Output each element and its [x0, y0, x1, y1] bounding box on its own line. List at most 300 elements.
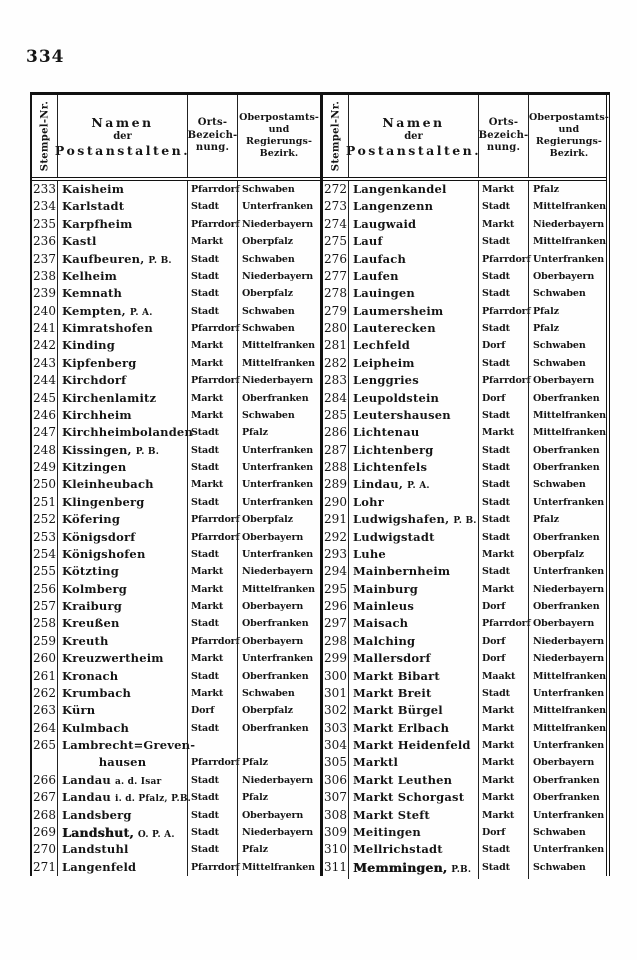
orts-bezeichnung: Stadt: [188, 251, 238, 270]
postanstalt-name-cell: [58, 407, 188, 424]
table-row: [32, 355, 320, 372]
postanstalt-name: Kemnath: [62, 286, 123, 301]
stempel-nr: 258: [32, 615, 58, 632]
orts-bezeichnung: Markt: [479, 772, 529, 789]
regierungs-bezirk: Oberfranken: [242, 392, 309, 404]
orts-bezeichnung: Stadt: [188, 494, 238, 511]
table-row: [323, 754, 606, 771]
regierungs-bezirk: Schwaben: [242, 409, 295, 421]
postanstalt-name: Markt Bürgel: [353, 703, 443, 718]
stempel-nr: 307: [323, 789, 349, 806]
stempel-nr: 285: [323, 407, 349, 424]
table-row: [323, 303, 606, 320]
regierungs-bezirk: Schwaben: [533, 357, 586, 369]
regierungs-bezirk: Pfalz: [242, 757, 268, 769]
name-suffix: P. B.: [148, 255, 172, 266]
postanstalt-name-line2: hausen: [98, 755, 147, 770]
postanstalt-name: Kötzting: [62, 564, 119, 579]
postanstalt-name: Leupoldstein: [353, 390, 440, 405]
regierungs-bezirk: Oberbayern: [242, 635, 304, 647]
orts-bezeichnung: Stadt: [188, 424, 238, 441]
postanstalt-name: Lindau,: [353, 477, 404, 492]
regierungs-bezirk: Unterfranken: [242, 653, 314, 665]
postanstalt-name-cell: [58, 355, 188, 372]
postanstalt-name-cell: [349, 824, 479, 841]
table-row: [323, 442, 606, 459]
orts-bezeichnung: Stadt: [188, 824, 238, 844]
orts-bezeichnung: Stadt: [188, 442, 238, 461]
orts-bezeichnung: Dorf: [479, 390, 529, 407]
postanstalt-name-cell: [349, 702, 479, 719]
postanstalt-name-cell: [58, 494, 188, 511]
name-suffix: a. d. Isar: [114, 776, 162, 787]
postanstalt-name: Lambrecht=Greven-: [62, 738, 196, 752]
regierungs-bezirk: Oberpfalz: [242, 236, 293, 248]
regierungs-bezirk: Niederbayern: [242, 375, 314, 387]
orts-bezeichnung: Stadt: [479, 476, 529, 495]
table-row: [32, 563, 320, 580]
header-bezirk-line1: Oberpostamts-: [239, 112, 319, 123]
stempel-nr: 247: [32, 424, 58, 441]
orts-bezeichnung: Stadt: [188, 841, 238, 858]
header-orts-line3: nung.: [486, 142, 521, 154]
header-orts-line1: Orts-: [488, 117, 519, 129]
header-bezirk-line4: Bezirk.: [549, 148, 589, 159]
stempel-nr: 240: [32, 303, 58, 322]
stempel-nr: 267: [32, 789, 58, 808]
orts-bezeichnung: Stadt: [188, 807, 238, 824]
postanstalt-name-cell: [58, 511, 188, 528]
table-row: [32, 824, 320, 841]
regierungs-bezirk: Oberpfalz: [242, 705, 293, 717]
stempel-nr: 252: [32, 511, 58, 528]
regierungs-bezirk: Schwaben: [242, 184, 295, 195]
postanstalt-name-cell: [349, 459, 479, 476]
orts-bezeichnung: Pfarrdorf: [188, 511, 238, 528]
stempel-nr: 278: [323, 285, 349, 302]
regierungs-bezirk: Mittelfranken: [533, 409, 606, 421]
regierungs-bezirk: Mittelfranken: [533, 670, 606, 682]
postanstalt-name-cell: [58, 337, 188, 354]
table-row: [323, 476, 606, 493]
regierungs-bezirk: Schwaben: [533, 479, 586, 491]
postanstalt-name: Lichtenfels: [353, 460, 428, 474]
orts-bezeichnung: Markt: [479, 581, 529, 598]
stempel-nr: 233: [32, 181, 58, 198]
orts-bezeichnung: Stadt: [188, 789, 238, 808]
table-row: [32, 633, 320, 650]
table-header-left: [32, 95, 320, 181]
postanstalt-name: Kulmbach: [62, 720, 130, 735]
postanstalt-name: Lauf: [353, 234, 383, 249]
postanstalt-name: Kolmberg: [62, 581, 128, 596]
postanstalt-name-cell: [349, 320, 479, 337]
orts-bezeichnung: Markt: [479, 737, 529, 754]
name-suffix: P. B.: [453, 516, 477, 527]
orts-bezeichnung: Stadt: [188, 198, 238, 215]
regierungs-bezirk: Pfalz: [533, 305, 559, 317]
table-row: [323, 459, 606, 476]
postanstalt-name: Kaufbeuren,: [62, 251, 145, 266]
postanstalt-name: Markt Heidenfeld: [353, 738, 471, 752]
orts-bezeichnung: Pfarrdorf: [188, 216, 238, 233]
regierungs-bezirk: Niederbayern: [242, 774, 314, 786]
regierungs-bezirk: Schwaben: [242, 305, 295, 317]
regierungs-bezirk: Oberpfalz: [242, 288, 293, 300]
regierungs-bezirk: Schwaben: [533, 340, 586, 352]
stempel-nr: 242: [32, 337, 58, 354]
regierungs-bezirk: Unterfranken: [533, 253, 605, 265]
stempel-nr: 274: [323, 216, 349, 233]
regierungs-bezirk: Oberbayern: [242, 531, 304, 543]
stempel-nr: 253: [32, 529, 58, 546]
postanstalt-name-cell: [349, 181, 479, 198]
postanstalt-name: Kirchenlamitz: [62, 390, 157, 405]
postanstalt-name-cell: [349, 685, 479, 702]
regierungs-bezirk: [238, 737, 320, 754]
regierungs-bezirk: Oberfranken: [533, 444, 600, 456]
stempel-nr: 286: [323, 424, 349, 441]
header-bezirk-line4: Bezirk.: [259, 148, 299, 159]
orts-bezeichnung: Pfarrdorf: [188, 320, 238, 337]
postanstalt-name: Kirchheimbolanden: [62, 425, 194, 440]
postanstalt-name-cell: [349, 563, 479, 580]
header-namen-line2: der: [404, 130, 423, 142]
postanstalt-name-cell: [58, 650, 188, 667]
orts-bezeichnung: Pfarrdorf: [188, 529, 238, 546]
orts-bezeichnung: Maakt: [479, 668, 529, 685]
header-stempel-nr-label: Stempel-Nr.: [39, 100, 50, 172]
stempel-nr: 271: [32, 859, 58, 876]
header-namen-line3: Postanstalten.: [54, 142, 191, 158]
table-row: [32, 442, 320, 459]
orts-bezeichnung: Stadt: [479, 355, 529, 372]
stempel-nr: 303: [323, 720, 349, 737]
stempel-nr: 245: [32, 390, 58, 407]
table-row: [32, 390, 320, 407]
orts-bezeichnung: Dorf: [479, 824, 529, 841]
postanstalt-name: Königsdorf: [62, 529, 136, 544]
orts-bezeichnung: Markt: [479, 216, 529, 233]
table-row: [323, 633, 606, 650]
orts-bezeichnung: Markt: [188, 233, 238, 250]
stempel-nr: 237: [32, 251, 58, 270]
postanstalt-name: Maisach: [353, 616, 409, 631]
postanstalt-name: Kürn: [62, 703, 96, 718]
table-row: [32, 424, 320, 441]
regierungs-bezirk: Mittelfranken: [242, 357, 315, 369]
postanstalt-name-cell: [58, 181, 188, 198]
orts-bezeichnung: Markt: [479, 546, 529, 563]
table-row: [32, 615, 320, 632]
header-cell-orts: [188, 95, 238, 177]
regierungs-bezirk: Mittelfranken: [533, 427, 606, 439]
table-row: [32, 807, 320, 824]
header-cell-stempel-nr: [32, 95, 58, 177]
postanstalt-name: Lechfeld: [353, 338, 411, 353]
postanstalt-name: Markt Erlbach: [353, 720, 450, 735]
postanstalt-name: Laufen: [353, 268, 399, 283]
table-right-half: [320, 95, 610, 876]
postanstalt-name: Landshut,: [62, 824, 134, 840]
regierungs-bezirk: Unterfranken: [533, 740, 605, 751]
regierungs-bezirk: Unterfranken: [242, 548, 314, 560]
postanstalt-name-cell: [58, 529, 188, 546]
stempel-nr: 249: [32, 459, 58, 476]
header-orts-line3: nung.: [195, 142, 230, 154]
postanstalt-name-cell: [349, 303, 479, 320]
table-row: [32, 702, 320, 719]
regierungs-bezirk: Oberbayern: [533, 757, 595, 769]
table-row: [323, 529, 606, 546]
table-body-left: [32, 181, 320, 876]
table-row: [323, 685, 606, 702]
stempel-nr: 244: [32, 372, 58, 389]
stempel-nr: 269: [32, 824, 58, 844]
page-number: 334: [26, 47, 65, 67]
postanstalt-name-cell: [58, 320, 188, 337]
postanstalt-name: Luhe: [353, 546, 386, 561]
table-row: [323, 702, 606, 719]
orts-bezeichnung: Stadt: [479, 233, 529, 250]
header-bezirk-line2: und: [558, 124, 580, 135]
stempel-nr: 301: [323, 685, 349, 702]
orts-bezeichnung: Stadt: [188, 615, 238, 632]
header-stempel-nr-label: Stempel-Nr.: [330, 100, 341, 172]
postanstalt-name: Kaisheim: [62, 182, 125, 196]
orts-bezeichnung: Pfarrdorf: [479, 372, 529, 389]
orts-bezeichnung: Stadt: [188, 285, 238, 302]
header-bezirk-line1: Oberpostamts-: [529, 112, 609, 123]
stempel-nr: 251: [32, 494, 58, 511]
header-orts-line1: Orts-: [197, 117, 228, 129]
table-row: [32, 268, 320, 285]
header-cell-bezirk: [238, 95, 320, 177]
regierungs-bezirk: Unterfranken: [533, 844, 605, 856]
stempel-nr: 292: [323, 529, 349, 546]
stempel-nr: 239: [32, 285, 58, 302]
orts-bezeichnung: Stadt: [188, 720, 238, 737]
orts-bezeichnung: Stadt: [479, 529, 529, 546]
regierungs-bezirk: Mittelfranken: [242, 583, 315, 595]
table-row: [323, 598, 606, 615]
table-row: [323, 337, 606, 354]
orts-bezeichnung: Stadt: [479, 511, 529, 530]
regierungs-bezirk: Niederbayern: [242, 270, 314, 282]
stempel-nr: 254: [32, 546, 58, 563]
regierungs-bezirk: Unterfranken: [533, 566, 605, 578]
orts-bezeichnung: Markt: [188, 355, 238, 372]
postanstalt-name: Kelheim: [62, 268, 118, 283]
regierungs-bezirk: Oberfranken: [242, 670, 309, 682]
stempel-nr: 272: [323, 181, 349, 198]
stempel-nr: 279: [323, 303, 349, 320]
regierungs-bezirk: Pfalz: [533, 323, 559, 334]
regierungs-bezirk: Niederbayern: [242, 218, 314, 230]
table-header-right: [323, 95, 609, 181]
postanstalt-name: Lauingen: [353, 286, 415, 301]
orts-bezeichnung: Stadt: [479, 859, 529, 879]
regierungs-bezirk: Oberbayern: [242, 601, 304, 612]
table-row: [32, 598, 320, 615]
postanstalt-name: Markt Steft: [353, 807, 430, 822]
stempel-nr: 263: [32, 702, 58, 719]
orts-bezeichnung: Markt: [479, 424, 529, 441]
table-row: [32, 546, 320, 563]
postanstalt-name: Krumbach: [62, 685, 132, 700]
table-row: [323, 511, 606, 528]
orts-bezeichnung: Stadt: [188, 546, 238, 563]
postanstalt-name-cell: [349, 668, 479, 685]
postanstalt-name: Kimratshofen: [62, 321, 153, 335]
orts-bezeichnung: [188, 737, 238, 754]
stempel-nr: 238: [32, 268, 58, 285]
orts-bezeichnung: Dorf: [479, 337, 529, 354]
table-row: [32, 859, 320, 876]
postanstalt-name: Königshofen: [62, 546, 146, 561]
postanstalt-name: Kitzingen: [62, 460, 127, 474]
postanstalt-name: Markt Leuthen: [353, 772, 453, 787]
postanstalt-name: Langenkandel: [353, 182, 447, 196]
table-row: [323, 824, 606, 841]
postanstalt-name-cell: [58, 563, 188, 580]
postanstalt-name-cell: [349, 546, 479, 563]
stempel-nr: 255: [32, 563, 58, 580]
postanstalt-name-cell: [349, 615, 479, 632]
regierungs-bezirk: Oberfranken: [242, 722, 309, 734]
stempel-nr: 276: [323, 251, 349, 268]
regierungs-bezirk: Mittelfranken: [533, 722, 606, 734]
table-row: [323, 772, 606, 789]
orts-bezeichnung: Stadt: [479, 407, 529, 424]
orts-bezeichnung: Stadt: [188, 268, 238, 285]
stempel-nr: 268: [32, 807, 58, 824]
stempel-nr: 300: [323, 668, 349, 685]
postanstalt-name-cell: [349, 337, 479, 354]
stempel-nr: 259: [32, 633, 58, 650]
postanstalt-name-cell: [58, 720, 188, 737]
postanstalt-name-cell: [349, 424, 479, 441]
postanstalt-name-cell: [58, 859, 188, 876]
orts-bezeichnung: Markt: [188, 563, 238, 580]
postanstalt-name: Mainleus: [353, 599, 415, 613]
regierungs-bezirk: Schwaben: [533, 826, 586, 838]
postanstalt-name-cell: [58, 841, 188, 858]
postanstalt-name: Langenzenn: [353, 199, 434, 214]
postanstalt-name: Mallersdorf: [353, 651, 431, 666]
stempel-nr: 241: [32, 320, 58, 337]
table-row: [323, 615, 606, 632]
orts-bezeichnung: Stadt: [479, 268, 529, 285]
regierungs-bezirk: Oberbayern: [533, 270, 595, 282]
regierungs-bezirk: Schwaben: [242, 323, 295, 334]
postanstalt-name: Marktl: [353, 755, 399, 770]
regierungs-bezirk: Mittelfranken: [533, 236, 606, 248]
stempel-nr: 288: [323, 459, 349, 476]
postanstalt-name-cell: [58, 476, 188, 493]
stempel-nr: 294: [323, 563, 349, 580]
table-row: [32, 407, 320, 424]
postanstalt-name: Lichtenberg: [353, 442, 434, 457]
orts-bezeichnung: Markt: [479, 181, 529, 198]
orts-bezeichnung: Markt: [188, 581, 238, 598]
postanstalt-name: Markt Schorgast: [353, 790, 465, 805]
postanstalt-name-cell: [349, 720, 479, 737]
stempel-nr: 290: [323, 494, 349, 511]
table-row: [32, 529, 320, 546]
stempel-nr: 299: [323, 650, 349, 667]
postanstalt-name-cell: [349, 285, 479, 302]
header-cell-namen: [54, 95, 191, 177]
stempel-nr: 260: [32, 650, 58, 667]
table-row: [323, 320, 606, 337]
postanstalt-name-cell: [349, 737, 479, 754]
table-row: [32, 841, 320, 858]
table-row: [323, 737, 606, 754]
orts-bezeichnung: Dorf: [479, 650, 529, 667]
stempel-nr: 282: [323, 355, 349, 372]
postanstalt-name-cell: [349, 407, 479, 424]
postanstalt-name-cell: [349, 807, 479, 824]
orts-bezeichnung: Dorf: [188, 702, 238, 719]
stempel-nr: 234: [32, 198, 58, 215]
table-row-continuation: [32, 754, 320, 771]
table-row: [323, 581, 606, 598]
table-row: [323, 251, 606, 268]
orts-bezeichnung: Stadt: [479, 198, 529, 215]
stempel-nr: 275: [323, 233, 349, 250]
postanstalt-name-cell: [349, 789, 479, 806]
postanstalt-name: Memmingen,: [353, 859, 448, 875]
postanstalt-name-cell: [349, 233, 479, 250]
header-namen-line3: Postanstalten.: [345, 142, 482, 158]
regierungs-bezirk: Mittelfranken: [242, 861, 315, 873]
postanstalt-name-cell: [58, 615, 188, 632]
orts-bezeichnung: Pfarrdorf: [188, 372, 238, 389]
table-row: [32, 459, 320, 476]
postanstalt-name: Köfering: [62, 512, 121, 527]
table-row: [323, 198, 606, 215]
table-row: [323, 841, 606, 858]
table-row: [32, 476, 320, 493]
postanstalt-name: Karlstadt: [62, 199, 125, 214]
regierungs-bezirk: Oberfranken: [533, 462, 600, 473]
orts-bezeichnung: Markt: [479, 702, 529, 719]
header-bezirk-line2: und: [268, 124, 290, 135]
regierungs-bezirk: Schwaben: [533, 861, 586, 873]
postanstalt-name-cell: [349, 216, 479, 233]
table-row: [323, 407, 606, 424]
stempel-nr: 256: [32, 581, 58, 598]
orts-bezeichnung: Stadt: [188, 668, 238, 685]
orts-bezeichnung: Markt: [188, 598, 238, 615]
orts-bezeichnung: Stadt: [479, 320, 529, 337]
regierungs-bezirk: Pfalz: [533, 514, 559, 526]
orts-bezeichnung: Pfarrdorf: [479, 251, 529, 268]
table-row: [323, 859, 606, 876]
postanstalt-name-cell: [58, 598, 188, 615]
table-row: [323, 668, 606, 685]
table-row: [32, 372, 320, 389]
orts-bezeichnung: Stadt: [479, 685, 529, 702]
regierungs-bezirk: Unterfranken: [533, 496, 605, 508]
orts-bezeichnung: Dorf: [479, 598, 529, 615]
postanstalt-name: Kipfenberg: [62, 355, 137, 370]
postanstalt-name-cell: [349, 598, 479, 615]
orts-bezeichnung: Pfarrdorf: [188, 181, 238, 198]
postanstalt-name-cell: [58, 737, 196, 754]
orts-bezeichnung: Pfarrdorf: [188, 859, 238, 876]
